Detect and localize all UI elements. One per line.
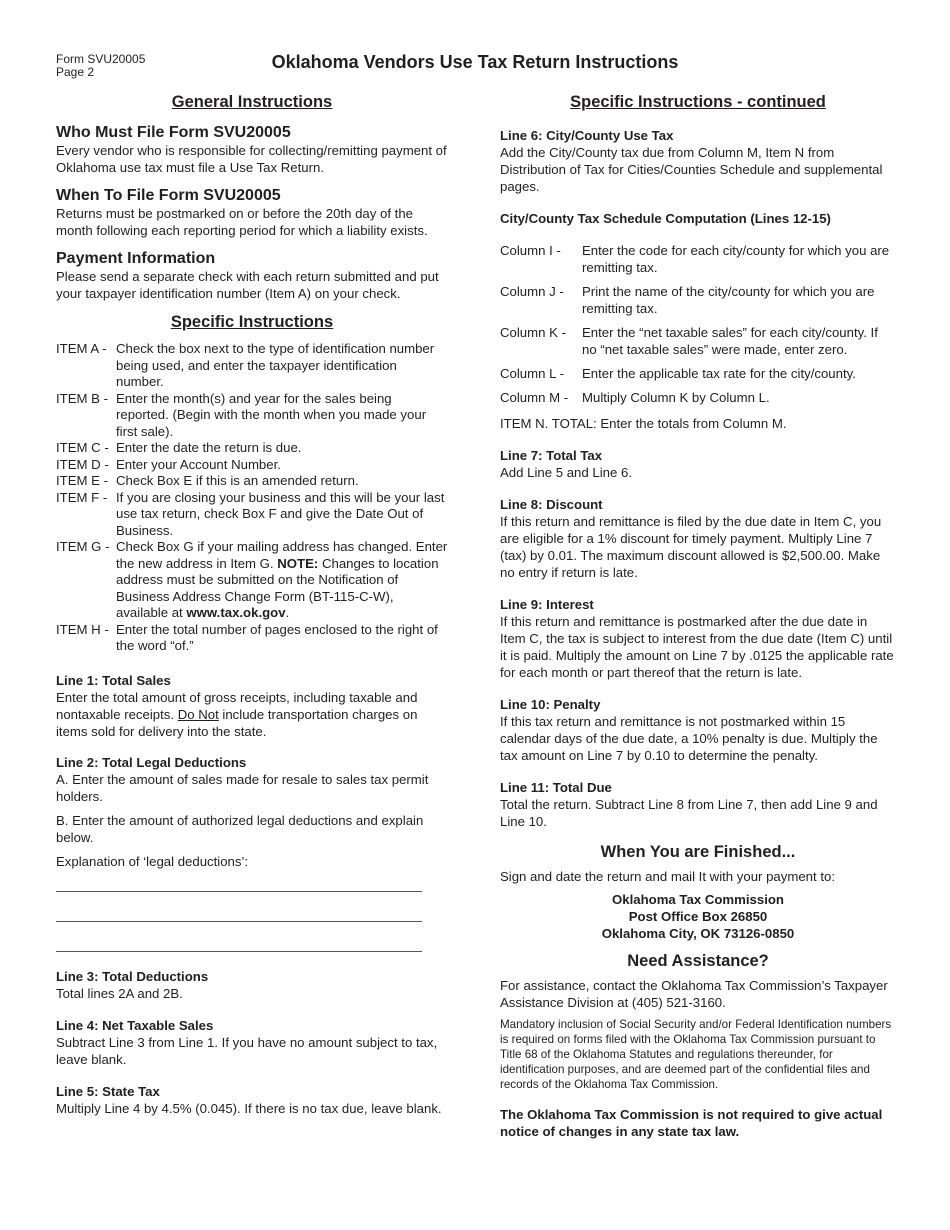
column-key: Column K - — [500, 325, 566, 340]
item-n-text: ITEM N. TOTAL: Enter the totals from Column M. — [500, 416, 787, 431]
schedule-heading: City/County Tax Schedule Computation (Lines 12-15) — [500, 211, 831, 226]
line11-text: Total the return. Subtract Line 8 from Line 7, then add Line 9 and Line 10. — [500, 797, 878, 829]
column-text: Enter the code for each city/county for which you are remitting tax. — [582, 243, 890, 275]
list-item — [500, 242, 896, 276]
item-key: ITEM G - — [56, 539, 110, 554]
column-text: Print the name of the city/county for which you are remitting tax. — [582, 284, 875, 316]
column-key: Column L - — [500, 366, 565, 381]
line3-text: Total lines 2A and 2B. — [56, 985, 183, 1001]
line6-text: Add the City/County tax due from Column M, Item N from Distribution of Tax for Cities/Counties Schedule and supplemental pages. — [500, 145, 883, 194]
who-must-file-heading: Who Must File Form SVU20005 — [56, 124, 291, 141]
item-text: Enter the total number of pages enclosed to the right of the word “of.” — [116, 621, 438, 653]
list-item — [500, 283, 896, 317]
mailing-address — [500, 891, 896, 942]
explanation-line-1[interactable] — [56, 891, 422, 892]
list-item — [500, 324, 896, 358]
assistance-text: For assistance, contact the Oklahoma Tax Commission’s Taxpayer Assistance Division at (405) 521-3160. — [500, 978, 888, 1010]
item-key: ITEM B - — [56, 390, 109, 406]
item-text: Enter the month(s) and year for the sales being reported. (Begin with the month when you made your first sale). — [116, 390, 427, 439]
document-title: Oklahoma Vendors Use Tax Return Instructions — [271, 52, 679, 72]
column-key: Column M - — [500, 390, 569, 405]
line9-text: If this return and remittance is postmarked after the due date in Item C, the tax is subject to interest from the due date (Item C) until it is paid. Multiply the amount on Line 7 by .0125 the applicable rate for each month or part thereof that the return is late. — [500, 614, 894, 680]
finished-heading: When You are Finished... — [600, 843, 796, 861]
column-list — [500, 242, 896, 406]
line2-a-text: A. Enter the amount of sales made for resale to sales tax permit holders. — [56, 771, 429, 804]
when-to-file-heading: When To File Form SVU20005 — [56, 187, 281, 204]
item-g-text-c: . — [285, 605, 290, 620]
note-label: NOTE: — [277, 555, 319, 571]
item-key: ITEM E - — [56, 473, 109, 488]
form-number: Form SVU20005 — [56, 52, 146, 66]
explanation-line-2[interactable] — [56, 921, 422, 922]
item-key: ITEM C - — [56, 440, 109, 455]
specific-continued-heading: Specific Instructions - continued — [570, 93, 826, 111]
line1-text — [56, 689, 448, 740]
list-item — [500, 389, 896, 406]
list-item — [56, 457, 448, 474]
list-item — [500, 365, 896, 382]
item-text: Enter your Account Number. — [116, 456, 281, 472]
when-to-file-text: Returns must be postmarked on or before the 20th day of the month following each reporting period for which a liability exists. — [56, 206, 428, 238]
line5-text: Multiply Line 4 by 4.5% (0.045). If there is no tax due, leave blank. — [56, 1100, 442, 1116]
line8-heading: Line 8: Discount — [500, 497, 603, 512]
list-item — [56, 490, 448, 540]
line1-text-b: include transportation charges on items sold for delivery into the state. — [56, 706, 418, 739]
notice-text: The Oklahoma Tax Commission is not required to give actual notice of changes in any state tax law. — [500, 1107, 883, 1139]
item-list — [56, 341, 448, 655]
line10-heading: Line 10: Penalty — [500, 697, 601, 712]
address-line: Oklahoma Tax Commission — [612, 892, 784, 907]
list-item — [56, 440, 448, 457]
line3-heading: Line 3: Total Deductions — [56, 968, 209, 984]
line2-heading: Line 2: Total Legal Deductions — [56, 754, 247, 770]
column-text: Enter the applicable tax rate for the city/county. — [582, 366, 856, 381]
explanation-line-3[interactable] — [56, 951, 422, 952]
line6-heading: Line 6: City/County Use Tax — [500, 128, 674, 143]
line5-heading: Line 5: State Tax — [56, 1083, 160, 1099]
who-must-file-text: Every vendor who is responsible for collecting/remitting payment of Oklahoma use tax must file a Use Tax Return. — [56, 143, 447, 175]
need-assistance-heading: Need Assistance? — [627, 952, 769, 970]
item-key: ITEM A - — [56, 341, 107, 356]
item-key: ITEM D - — [56, 456, 109, 472]
item-text — [116, 539, 448, 622]
line4-text: Subtract Line 3 from Line 1. If you have no amount subject to tax, leave blank. — [56, 1034, 438, 1067]
list-item — [56, 622, 448, 655]
item-g-text-a: Check Box G if your mailing address has changed. Enter the new address in Item G. — [116, 539, 448, 571]
line9-heading: Line 9: Interest — [500, 597, 594, 612]
item-text: Enter the date the return is due. — [116, 440, 302, 455]
item-g-text-b: Changes to location address must be submitted on the Notification of Business Address Change Form (BT-115-C-W), available at — [116, 555, 439, 620]
list-item — [56, 473, 448, 490]
explanation-label: Explanation of ‘legal deductions’: — [56, 853, 249, 869]
line7-heading: Line 7: Total Tax — [500, 448, 603, 463]
item-text: Check Box E if this is an amended return. — [116, 473, 359, 488]
specific-instructions-heading: Specific Instructions — [170, 313, 334, 331]
finished-text: Sign and date the return and mail It with your payment to: — [500, 869, 836, 884]
item-text: Check the box next to the type of identification number being used, and enter the taxpayer identification number. — [116, 341, 435, 389]
line1-text-a: Enter the total amount of gross receipts, including taxable and nontaxable receipts. — [56, 689, 418, 722]
item-text: If you are closing your business and this will be your last use tax return, check Box F and give the Date Out of Business. — [116, 489, 445, 538]
tax-website-link[interactable]: www.tax.ok.gov — [186, 605, 286, 620]
line2-b-text: B. Enter the amount of authorized legal deductions and explain below. — [56, 812, 424, 845]
list-item — [56, 341, 448, 391]
right-column — [500, 92, 896, 1140]
line11-heading: Line 11: Total Due — [500, 780, 612, 795]
left-column — [56, 92, 448, 1117]
item-key: ITEM F - — [56, 489, 108, 505]
address-line: Oklahoma City, OK 73126-0850 — [601, 926, 795, 941]
address-line: Post Office Box 26850 — [628, 909, 768, 924]
mandatory-inclusion-text: Mandatory inclusion of Social Security and/or Federal Identification numbers is required on forms filed with the Oklahoma Tax Commission pursuant to Title 68 of the Oklahoma Statutes and regulations thereunder, for identification purposes, and are deemed part of the confidential files and records of the Oklahoma Tax Commission. — [500, 1018, 892, 1091]
line1-heading: Line 1: Total Sales — [56, 672, 171, 688]
column-text: Enter the “net taxable sales” for each city/county. If no “net taxable sales” were made, enter zero. — [582, 325, 878, 357]
general-instructions-heading: General Instructions — [171, 93, 333, 111]
line8-text: If this return and remittance is filed by the due date in Item C, you are eligible for a 1% discount for timely payment. Multiply Line 7 (tax) by 0.01. The maximum discount allowed is $2,500.00. Make no entry if return is late. — [500, 514, 882, 580]
line10-text: If this tax return and remittance is not postmarked within 15 calendar days of the due date, a 10% penalty is due. Multiply the tax amount on Line 7 by 0.10 to determine the penalty. — [500, 714, 878, 763]
line7-text: Add Line 5 and Line 6. — [500, 465, 632, 480]
list-item — [56, 539, 448, 622]
payment-info-text: Please send a separate check with each return submitted and put your taxpayer identification number (Item A) on your check. — [56, 269, 439, 301]
line4-heading: Line 4: Net Taxable Sales — [56, 1017, 214, 1033]
column-key: Column I - — [500, 243, 561, 258]
do-not-emphasis: Do Not — [177, 706, 219, 722]
payment-info-heading: Payment Information — [56, 250, 216, 267]
column-key: Column J - — [500, 284, 564, 299]
list-item — [56, 391, 448, 441]
page-number: Page 2 — [56, 65, 95, 79]
item-key: ITEM H - — [56, 621, 109, 637]
column-text: Multiply Column K by Column L. — [582, 390, 770, 405]
